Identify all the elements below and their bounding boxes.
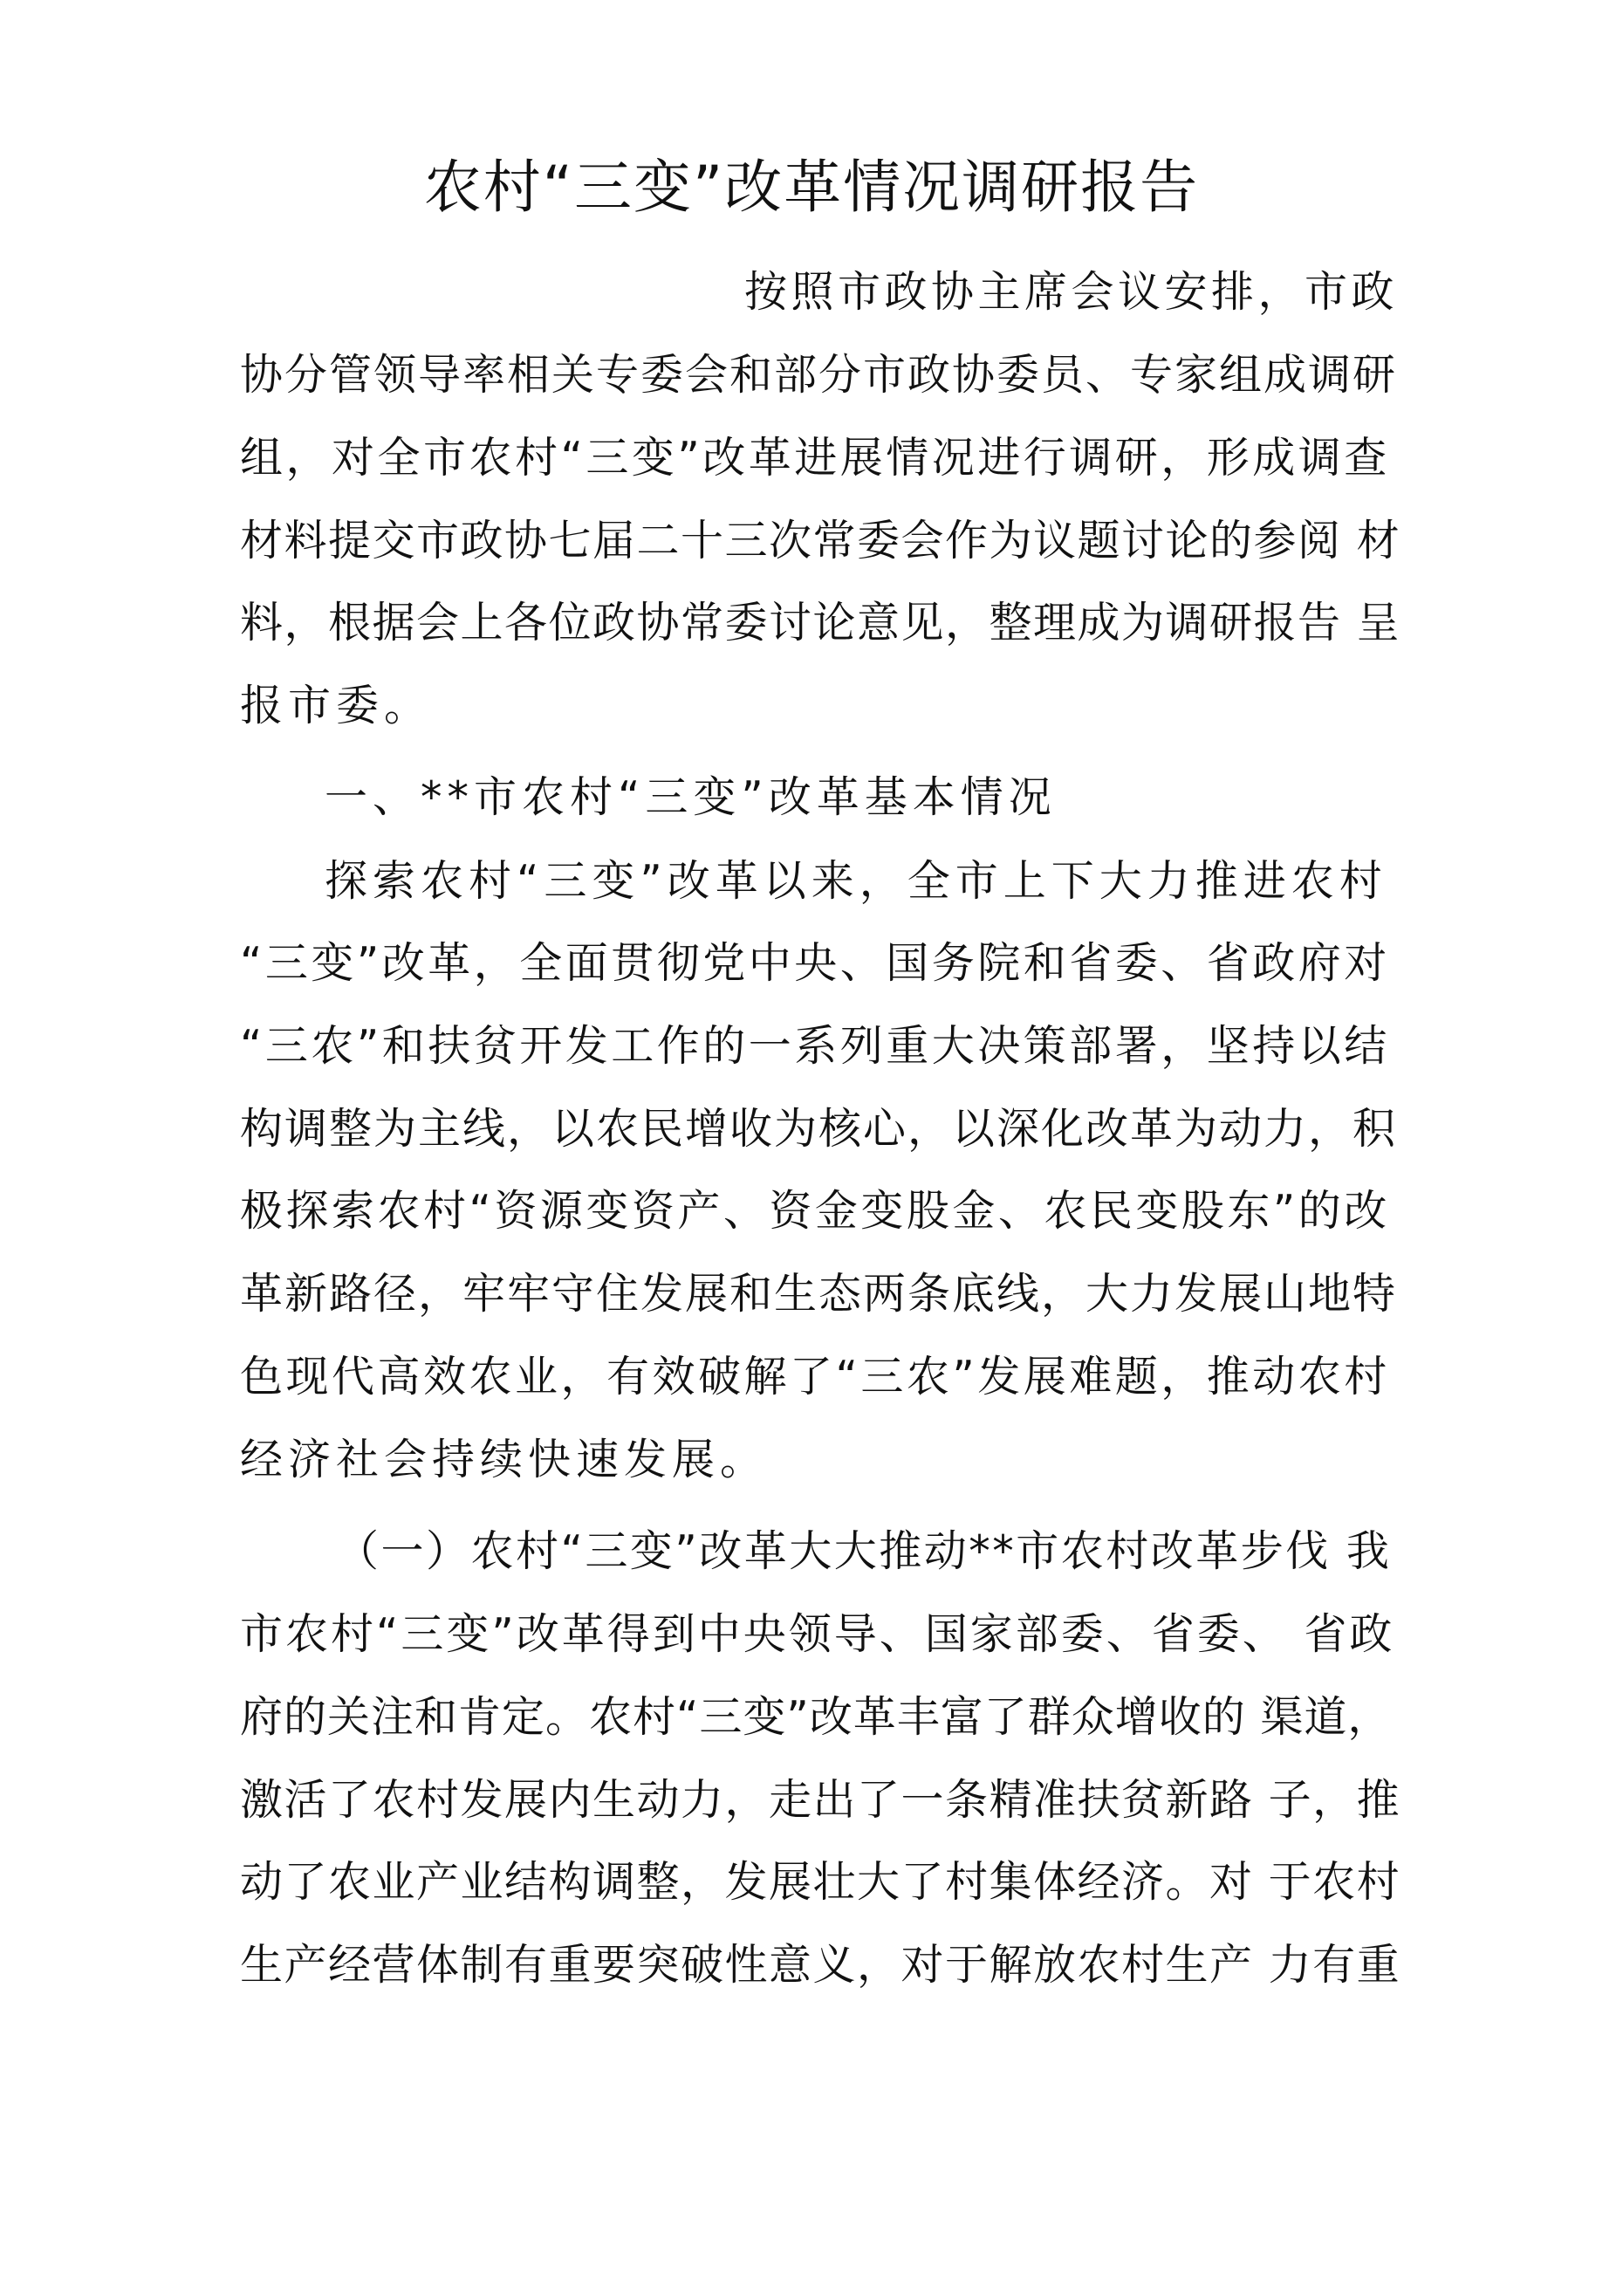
paragraph-line: 协分管领导率相关专委会和部分市政协委员、专家组成调研: [240, 350, 1398, 400]
paragraph-line: 生产经营体制有重要突破性意义，对于解放农村生产 力有重: [240, 1940, 1401, 1990]
section-heading: 一、**市农村“三变”改革基本情况: [325, 772, 1057, 822]
paragraph-line: “三变”改革，全面贯彻党中央、国务院和省委、省政府对: [240, 938, 1390, 988]
paragraph-line: 探索农村“三变”改革以来，全市上下大力推进农村: [325, 856, 1387, 906]
paragraph-line: 材料提交市政协七届二十三次常委会作为议题讨论的参阅 材: [240, 516, 1401, 565]
paragraph-line: 激活了农村发展内生动力，走出了一条精准扶贫新路 子，推: [240, 1775, 1401, 1825]
paragraph-line: 府的关注和肯定。农村“三变”改革丰富了群众增收的 渠道，: [240, 1692, 1392, 1742]
paragraph-line: 经济社会持续快速发展。: [240, 1435, 769, 1484]
paragraph-line: 料，根据会上各位政协常委讨论意见，整理成为调研报告 呈: [240, 598, 1401, 648]
subsection-heading: （一）农村“三变”改革大大推动**市农村改革步伐 我: [336, 1526, 1392, 1576]
document-title: 农村“三变”改革情况调研报告: [423, 154, 1200, 221]
paragraph-line: 构调整为主线，以农民增收为核心，以深化改革为动力，积: [240, 1104, 1398, 1154]
paragraph-line: 动了农业产业结构调整，发展壮大了村集体经济。对 于农村: [240, 1857, 1401, 1907]
paragraph-line: 市农村“三变”改革得到中央领导、国家部委、省委、 省政: [240, 1609, 1395, 1659]
paragraph-line: 报市委。: [240, 681, 433, 730]
paragraph-line: 革新路径，牢牢守住发展和生态两条底线，大力发展山地特: [240, 1269, 1398, 1319]
paragraph-line: 按照市政协主席会议安排，市政: [744, 267, 1399, 317]
paragraph-line: 极探索农村“资源变资产、资金变股金、农民变股东”的改: [240, 1186, 1390, 1236]
paragraph-line: 色现代高效农业，有效破解了“三农”发展难题，推动农村: [240, 1352, 1390, 1402]
paragraph-line: 组，对全市农村“三变”改革进展情况进行调研，形成调查: [240, 433, 1390, 483]
paragraph-line: “三农”和扶贫开发工作的一系列重大决策部署，坚持以结: [240, 1021, 1390, 1071]
